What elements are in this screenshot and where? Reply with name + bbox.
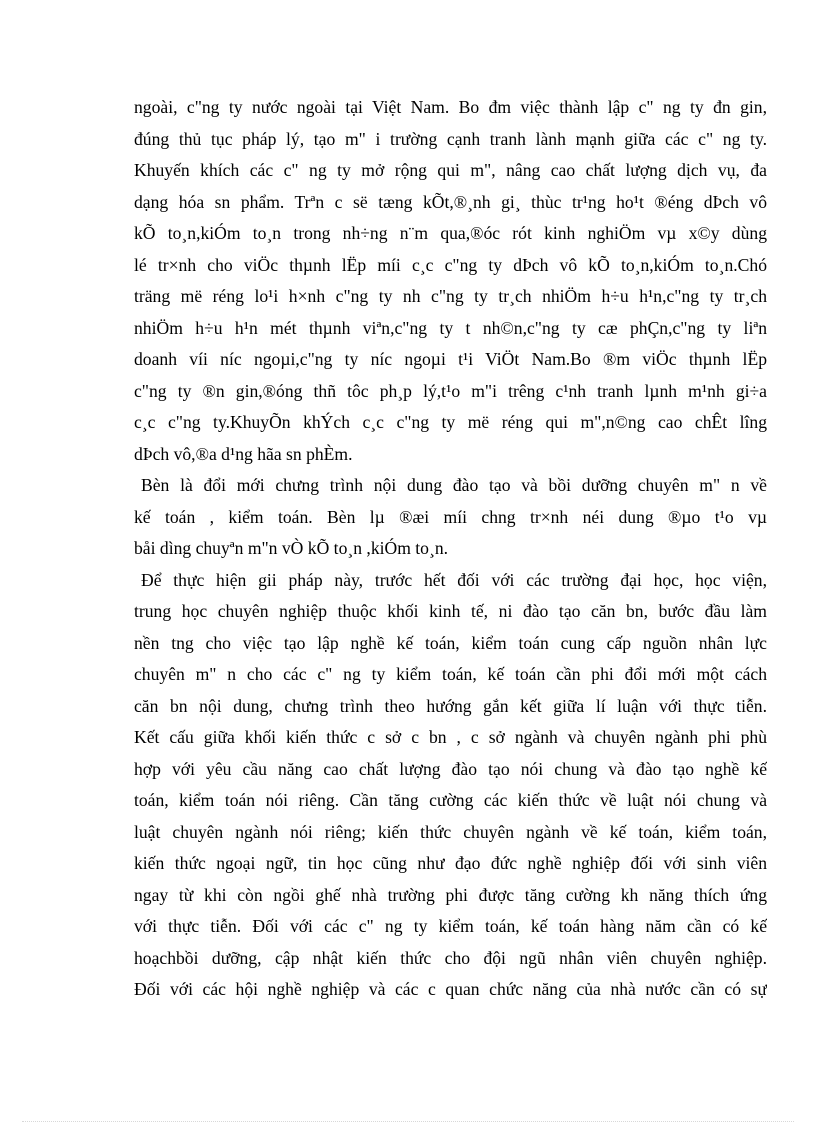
text-line: với thực tiễn. Đối với các c" ng ty kiểm toán, kế toán hàng năm cần có kế [134,916,767,936]
text-line: hoạchbồi dưỡng, cập nhật kiến thức cho đội ngũ nhân viên chuyên nghiệp. [134,947,767,968]
body-text [134,92,767,1006]
text-line: Kết cấu giữa khối kiến thức c sở c bn , c sở ngành và chuyên ngành phi phù [134,727,767,747]
text-line: c"ng ty ®n gin,®óng thñ tôc ph¸p lý,t¹o m"i trêng c¹nh tranh lµnh m¹nh gi÷a [134,380,767,401]
text-line: trung học chuyên nghiệp thuộc khối kinh tế, ni đào tạo căn bn, bước đầu làm [134,601,767,621]
text-line: c¸c c"ng ty.KhuyÕn khÝch c¸c c"ng ty më réng qui m",n©ng cao chÊt lîng [134,412,767,432]
text-line: dạng hóa sn phẩm. Trªn c së tæng kÕt,®¸nh gi¸ thùc tr¹ng ho¹t ®éng dÞch vô [134,191,767,212]
text-line: båi dìng chuyªn m"n vÒ kÕ to¸n ,kiÓm to¸n. [134,538,449,558]
text-line: doanh víi níc ngoµi,c"ng ty níc ngoµi t¹i ViÖt Nam.Bo ®m viÖc thµnh lËp [134,349,767,369]
text-line: hợp với yêu cầu năng cao chất lượng đào tạo nói chung và đào tạo nghề kế [134,758,767,779]
text-line: ngay từ khi còn ngồi ghế nhà trường phi được tăng cường kh năng thích ứng [134,884,767,905]
text-line: Để thực hiện gii pháp này, trước hết đối với các trường đại học, học viện, [141,569,767,590]
text-line: nền tng cho việc tạo lập nghề kế toán, kiểm toán cung cấp nguồn nhân lực [134,632,767,653]
text-line: träng më réng lo¹i h×nh c"ng ty nh c"ng ty tr¸ch nhiÖm h÷u h¹n,c"ng ty tr¸ch [134,286,767,306]
text-line: kiến thức ngoại ngữ, tin học cũng như đạo đức nghề nghiệp đối với sinh viên [134,853,767,873]
text-line: Bèn là đổi mới chưng trình nội dung đào tạo và bồi dưỡng chuyên m" n về [141,475,767,495]
page-bottom-divider [22,1121,794,1122]
text-line: kÕ to¸n,kiÓm to¸n trong nh÷ng n¨m qua,®óc rót kinh nghiÖm vµ x©y dùng [134,223,767,243]
text-line: kế toán , kiểm toán. Bèn lµ ®æi míi chng tr×nh néi dung ®µo t¹o vµ [134,506,767,527]
text-line: lé tr×nh cho viÖc thµnh lËp míi c¸c c"ng ty dÞch vô kÕ to¸n,kiÓm to¸n.Chó [134,254,767,275]
text-line: Đối với các hội nghề nghiệp và các c quan chức năng của nhà nước cần có sự [134,979,767,999]
text-line: nhiÖm h÷u h¹n mét thµnh viªn,c"ng ty t nh©n,c"ng ty cæ phÇn,c"ng ty liªn [134,317,767,338]
text-line: toán, kiểm toán nói riêng. Cần tăng cường các kiến thức về luật nói chung và [134,790,767,810]
text-line: luật chuyên ngành nói riêng; kiến thức chuyên ngành về kế toán, kiểm toán, [134,821,767,842]
text-line: đúng thủ tục pháp lý, tạo m" i trường cạnh tranh lành mạnh giữa các c" ng ty. [134,128,767,149]
text-line: dÞch vô,®a d¹ng hãa sn phÈm. [134,443,353,464]
text-line: Khuyến khích các c" ng ty mở rộng qui m", nâng cao chất lượng dịch vụ, đa [134,160,767,180]
text-line: căn bn nội dung, chưng trình theo hướng gắn kết giữa lí luận với thực tiễn. [134,695,767,716]
text-line: chuyên m" n cho các c" ng ty kiểm toán, kế toán cần phi đổi mới một cách [134,664,767,684]
text-line: ngoài, c"ng ty nước ngoài tại Việt Nam. Bo đm việc thành lập c" ng ty đn gin, [134,97,767,117]
